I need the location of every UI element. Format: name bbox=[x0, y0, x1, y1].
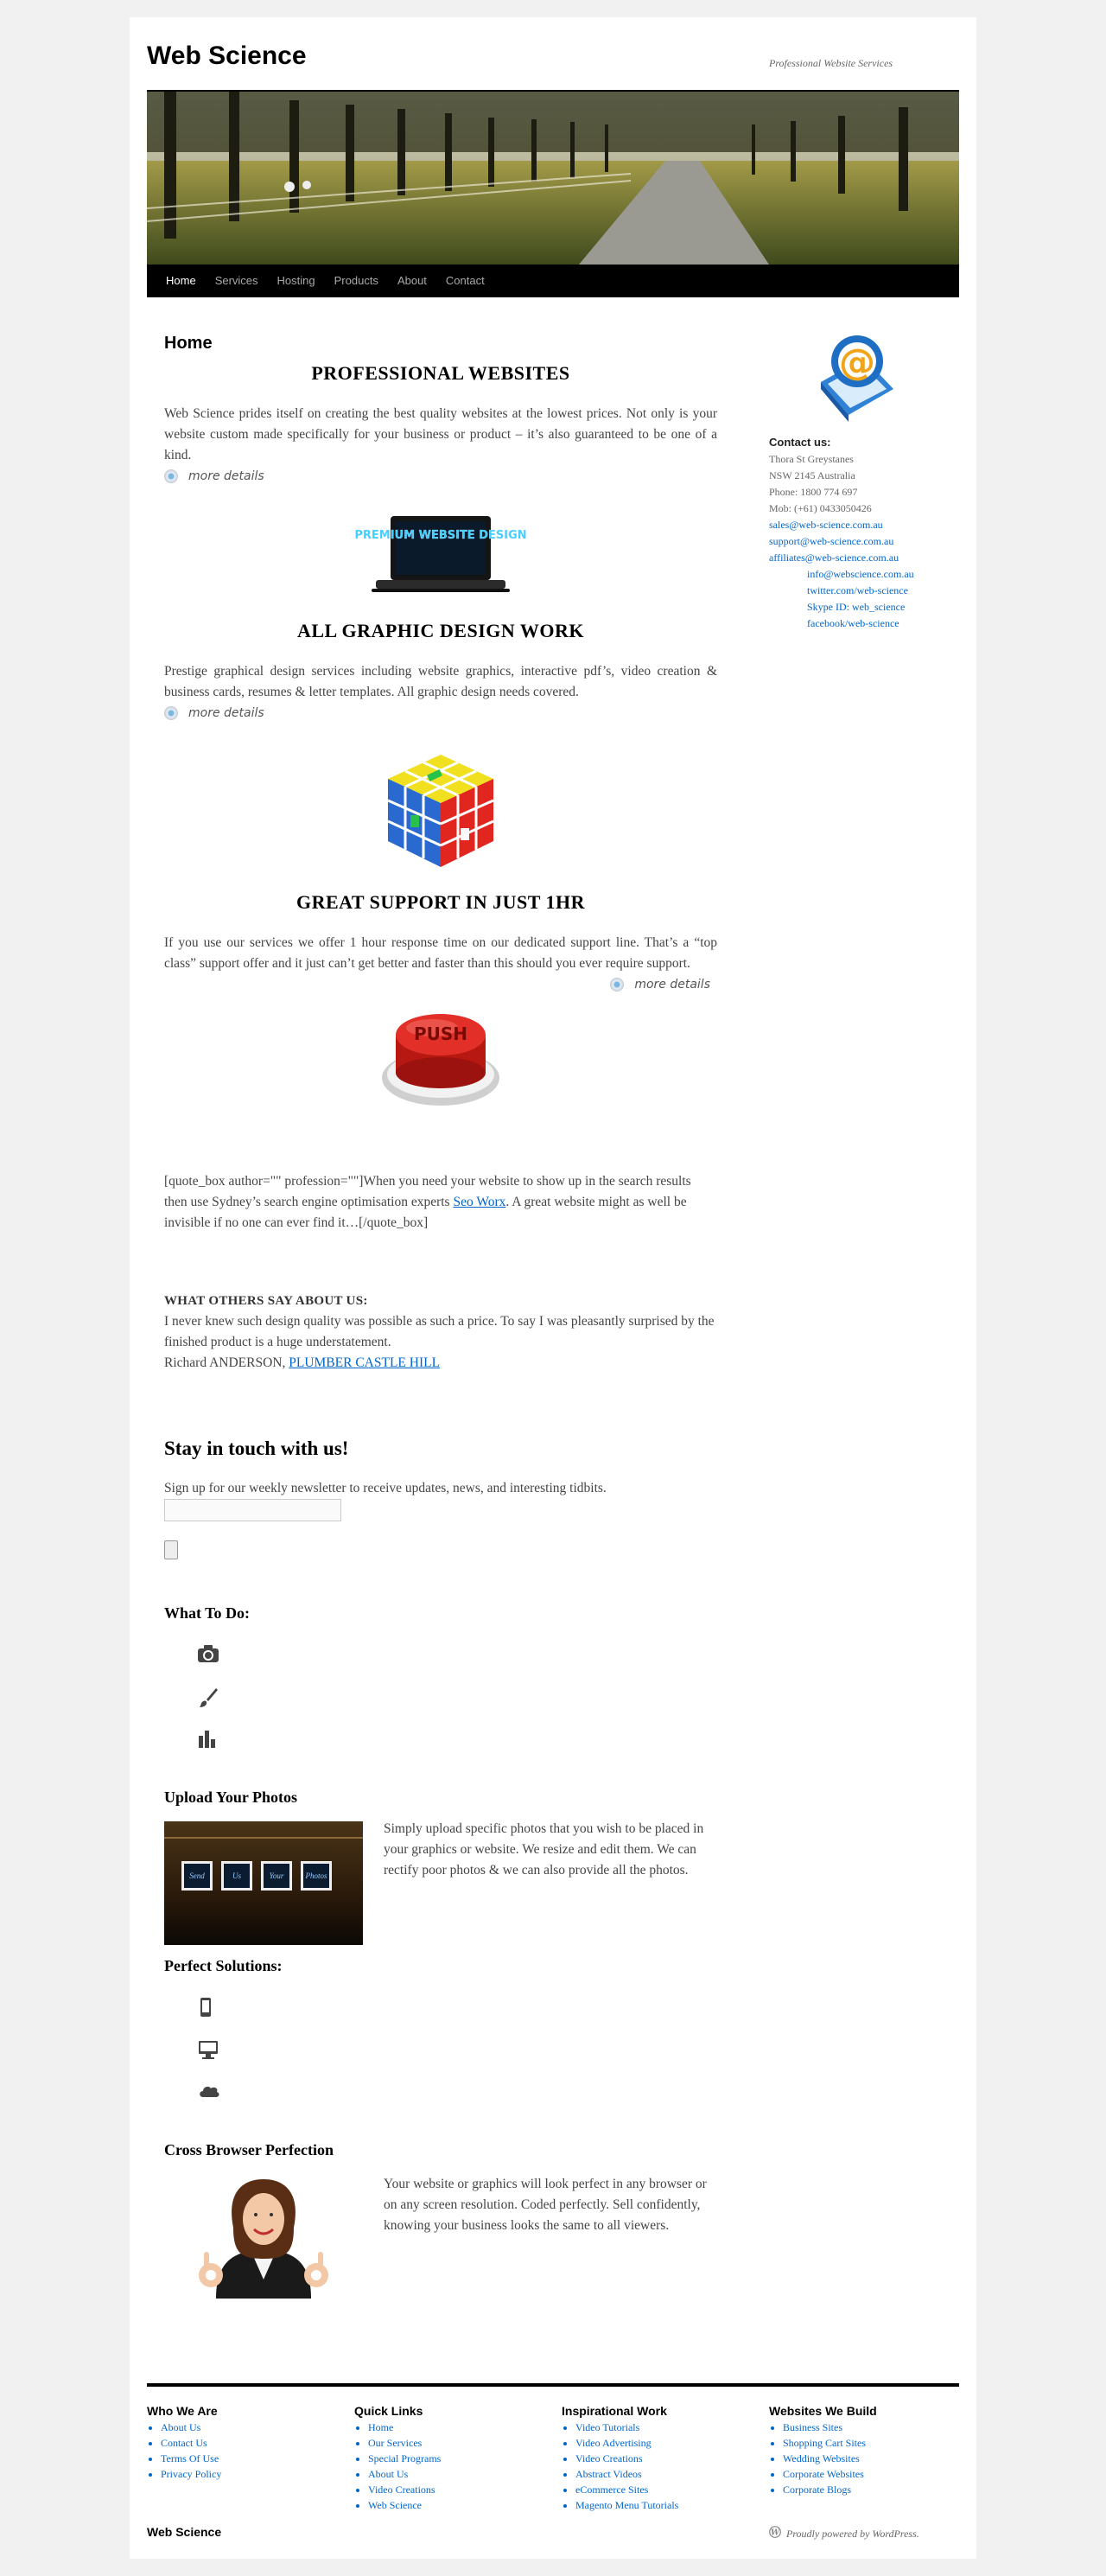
wordpress-icon bbox=[769, 2526, 781, 2541]
facebook-link[interactable]: facebook/web-science bbox=[807, 617, 899, 629]
contact-phone: Phone: 1800 774 697 bbox=[769, 486, 858, 498]
info-email-link[interactable]: info@webscience.com.au bbox=[807, 568, 914, 580]
footer-link[interactable]: Shopping Cart Sites bbox=[783, 2437, 867, 2449]
footer-link[interactable]: Corporate Blogs bbox=[783, 2484, 851, 2496]
upload-text: Simply upload specific photos that you wish to be placed in your graphics or website. We resize and edit them. We can rectify poor photos & we can also provide all the photos. bbox=[384, 1821, 704, 1878]
nav-item-contact[interactable]: Contact bbox=[445, 274, 485, 287]
list-item bbox=[171, 1644, 717, 1687]
footer-link[interactable]: Business Sites bbox=[783, 2421, 843, 2433]
testimonial-author: Richard ANDERSON, PLUMBER CASTLE HILL bbox=[164, 1355, 441, 1370]
footer-column-title: Quick Links bbox=[354, 2404, 423, 2418]
footer-column-inspirational-work bbox=[562, 2403, 752, 2513]
contact-address-line: Thora St Greystanes bbox=[769, 453, 854, 465]
woman-ok-image bbox=[164, 2176, 363, 2299]
chart-icon bbox=[197, 1729, 218, 1757]
footer-link[interactable]: Privacy Policy bbox=[161, 2468, 222, 2480]
perfect-solutions-heading: Perfect Solutions: bbox=[164, 1957, 283, 1974]
footer-link[interactable]: Terms Of Use bbox=[161, 2452, 219, 2464]
footer-link[interactable]: Magento Menu Tutorials bbox=[575, 2499, 679, 2511]
contact-mobile: Mob: (+61) 0433050426 bbox=[769, 502, 872, 514]
twitter-link[interactable]: twitter.com/web-science bbox=[807, 584, 908, 596]
section-text: Web Science prides itself on creating the best quality websites at the lowest prices. Not only is your website custom made specifically for your business or product – it’s also guaranteed to be one of a kind. bbox=[164, 406, 717, 462]
contact-heading: Contact us: bbox=[769, 436, 831, 449]
cross-browser-text: Your website or graphics will look perfect in any browser or on any screen resolution. Coded perfectly. Sell confidently, knowing your business looks the same to all viewers. bbox=[384, 2177, 707, 2233]
main-content bbox=[164, 333, 717, 2299]
footer-link[interactable]: Wedding Websites bbox=[783, 2452, 860, 2464]
nav-item-products[interactable]: Products bbox=[334, 274, 378, 287]
footer-link[interactable]: Corporate Websites bbox=[783, 2468, 864, 2480]
nav-item-home[interactable]: Home bbox=[166, 274, 196, 287]
section-heading: ALL GRAPHIC DESIGN WORK bbox=[297, 620, 584, 641]
mobile-icon bbox=[197, 1997, 214, 2024]
sidebar bbox=[769, 328, 942, 632]
footer-site-title[interactable]: Web Science bbox=[147, 2525, 222, 2539]
laptop-illustration bbox=[164, 516, 717, 594]
svg-text:PUSH: PUSH bbox=[413, 1023, 468, 1044]
affiliates-email-link[interactable]: affiliates@web-science.com.au bbox=[769, 552, 899, 564]
footer-link[interactable]: About Us bbox=[368, 2468, 409, 2480]
what-to-do-list bbox=[164, 1644, 717, 1771]
section-text: If you use our services we offer 1 hour response time on our dedicated support line. That’s a “top class” support offer and it just can’t get better and faster than this should you ever require support. bbox=[164, 935, 717, 971]
testimonial-company-link[interactable]: PLUMBER CASTLE HILL bbox=[289, 1355, 441, 1370]
cross-browser-section bbox=[164, 2176, 717, 2299]
desktop-icon bbox=[197, 2039, 219, 2067]
footer-column-title: Websites We Build bbox=[769, 2404, 877, 2418]
email-at-icon bbox=[812, 328, 895, 424]
bullet-circle-icon bbox=[610, 978, 624, 992]
list-item bbox=[171, 2082, 717, 2124]
skype-link[interactable]: Skype ID: web_science bbox=[807, 601, 906, 613]
sales-email-link[interactable]: sales@web-science.com.au bbox=[769, 519, 883, 531]
newsletter-email-input[interactable] bbox=[164, 1499, 341, 1521]
nav-item-about[interactable]: About bbox=[397, 274, 427, 287]
list-item bbox=[171, 2039, 717, 2082]
contact-address-line: NSW 2145 Australia bbox=[769, 469, 855, 481]
footer-column-websites-we-build bbox=[769, 2403, 959, 2497]
footer-link[interactable]: Special Programs bbox=[368, 2452, 442, 2464]
push-button-illustration bbox=[164, 1009, 717, 1111]
seo-worx-link[interactable]: Seo Worx bbox=[453, 1195, 506, 1209]
nav-item-services[interactable]: Services bbox=[214, 274, 258, 287]
bullet-circle-icon bbox=[164, 706, 178, 720]
svg-text:PREMIUM WEBSITE DESIGN: PREMIUM WEBSITE DESIGN bbox=[354, 529, 527, 542]
footer-link[interactable]: Abstract Videos bbox=[575, 2468, 642, 2480]
section-heading: PROFESSIONAL WEBSITES bbox=[311, 362, 570, 384]
footer-link[interactable]: Video Advertising bbox=[575, 2437, 652, 2449]
svg-text:@: @ bbox=[839, 341, 875, 383]
testimonial-heading: WHAT OTHERS SAY ABOUT US: bbox=[164, 1294, 368, 1308]
wordpress-credit[interactable]: W Proudly powered by WordPress. bbox=[769, 2526, 919, 2541]
footer-link[interactable]: Video Creations bbox=[575, 2452, 643, 2464]
testimonial-text: I never knew such design quality was possible as such a price. To say I was pleasantly surprised by the finished product is a huge understatement. bbox=[164, 1314, 715, 1349]
newsletter-heading: Stay in touch with us! bbox=[164, 1438, 349, 1459]
footer-link[interactable]: eCommerce Sites bbox=[575, 2484, 649, 2496]
list-item bbox=[171, 1997, 717, 2039]
footer-link[interactable]: Our Services bbox=[368, 2437, 423, 2449]
list-item bbox=[171, 1687, 717, 1729]
upload-section bbox=[164, 1821, 717, 1945]
bullet-circle-icon bbox=[164, 469, 178, 483]
perfect-solutions-list bbox=[164, 1997, 717, 2124]
cross-browser-heading: Cross Browser Perfection bbox=[164, 2141, 334, 2158]
svg-text:W: W bbox=[770, 2528, 780, 2538]
rubiks-cube-illustration bbox=[164, 755, 717, 869]
more-details-link[interactable]: more details bbox=[164, 466, 264, 487]
footer-link[interactable]: Video Tutorials bbox=[575, 2421, 640, 2433]
main-navigation bbox=[147, 265, 959, 297]
footer-column-quick-links bbox=[354, 2403, 544, 2513]
section-heading: GREAT SUPPORT IN JUST 1HR bbox=[296, 891, 586, 913]
page-title: Home bbox=[164, 334, 213, 353]
nav-item-hosting[interactable]: Hosting bbox=[276, 274, 315, 287]
footer-link[interactable]: About Us bbox=[161, 2421, 201, 2433]
photos-image: Send Us Your Photos bbox=[164, 1821, 363, 1945]
footer-column-title: Inspirational Work bbox=[562, 2404, 667, 2418]
section-text: Prestige graphical design services including website graphics, interactive pdf’s, video creation & business cards, resumes & letter templates. All graphic design needs covered. bbox=[164, 664, 717, 699]
what-to-do-heading: What To Do: bbox=[164, 1604, 251, 1622]
footer-link[interactable]: Web Science bbox=[368, 2499, 423, 2511]
footer-link[interactable]: Video Creations bbox=[368, 2484, 435, 2496]
site-title[interactable]: Web Science bbox=[147, 41, 307, 70]
footer-column-title: Who We Are bbox=[147, 2404, 218, 2418]
footer-column-who-we-are bbox=[147, 2403, 337, 2482]
footer-link[interactable]: Contact Us bbox=[161, 2437, 207, 2449]
footer-rule bbox=[147, 2383, 959, 2387]
cloud-icon bbox=[197, 2082, 221, 2107]
header-banner-image bbox=[147, 92, 959, 265]
list-item bbox=[171, 1729, 717, 1771]
support-email-link[interactable]: support@web-science.com.au bbox=[769, 535, 894, 547]
footer-link[interactable]: Home bbox=[368, 2421, 394, 2433]
brush-icon bbox=[197, 1687, 219, 1716]
site-description: Professional Website Services bbox=[769, 57, 893, 69]
camera-icon bbox=[197, 1644, 219, 1670]
upload-heading: Upload Your Photos bbox=[164, 1789, 298, 1806]
newsletter-text: Sign up for our weekly newsletter to receive updates, news, and interesting tidbits. bbox=[164, 1481, 607, 1495]
quote-box: [quote_box author="" profession=""]When you need your website to show up in the search results then use Sydney’s search engine optimisation experts Seo Worx. A great website might as well be invisible if no one can ever find it…[/quote_box] bbox=[164, 1174, 691, 1230]
more-details-link[interactable]: more details bbox=[610, 974, 710, 995]
newsletter-submit-button[interactable] bbox=[164, 1540, 178, 1559]
more-details-link[interactable]: more details bbox=[164, 703, 264, 724]
